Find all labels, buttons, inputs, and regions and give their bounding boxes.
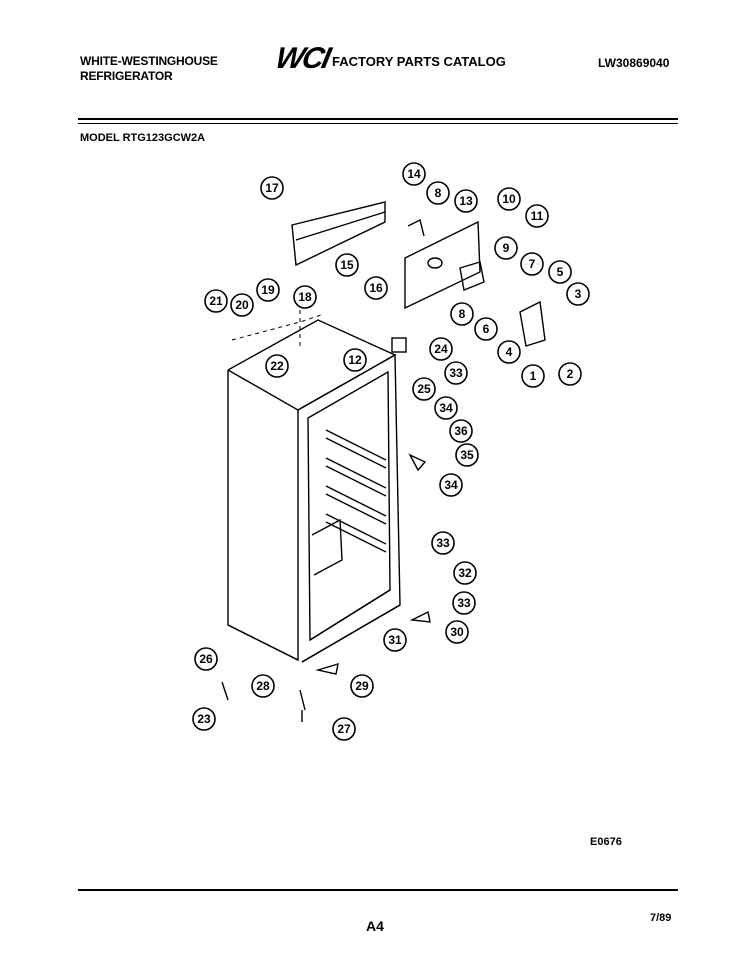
callout-number: 31	[388, 633, 402, 647]
callout-33	[432, 532, 454, 554]
callout-number: 10	[502, 192, 516, 206]
callout-10	[498, 188, 520, 210]
callout-16	[365, 277, 387, 299]
callout-18	[294, 286, 316, 308]
callout-number: 14	[407, 167, 421, 181]
callout-8	[451, 303, 473, 325]
callout-34	[435, 397, 457, 419]
callout-23	[193, 708, 215, 730]
callout-number: 33	[436, 536, 450, 550]
callout-9	[495, 237, 517, 259]
callout-number: 36	[454, 424, 468, 438]
callout-number: 2	[566, 367, 574, 381]
callout-number: 8	[458, 307, 466, 321]
product-type: REFRIGERATOR	[80, 69, 173, 83]
callout-number: 32	[458, 566, 472, 580]
callout-number: 34	[439, 401, 453, 415]
callout-number: 5	[556, 265, 564, 279]
callout-4	[498, 341, 520, 363]
callout-35	[456, 444, 478, 466]
callout-number: 20	[235, 298, 249, 312]
callout-number: 22	[270, 359, 284, 373]
callout-22	[266, 355, 288, 377]
callout-1	[522, 365, 544, 387]
callout-17	[261, 177, 283, 199]
callout-26	[195, 648, 217, 670]
callout-15	[336, 254, 358, 276]
callout-14	[403, 163, 425, 185]
callout-number: 35	[460, 448, 474, 462]
callout-number: 7	[528, 257, 536, 271]
callout-5	[549, 261, 571, 283]
callout-number: 8	[434, 186, 442, 200]
callout-31	[384, 629, 406, 651]
callout-2	[559, 363, 581, 385]
callout-3	[567, 283, 589, 305]
callout-12	[344, 349, 366, 371]
wci-logo: WCI	[272, 42, 332, 75]
callout-11	[526, 205, 548, 227]
part-callouts	[193, 163, 589, 740]
callout-number: 26	[199, 652, 213, 666]
callout-32	[454, 562, 476, 584]
callout-7	[521, 253, 543, 275]
callout-number: 19	[261, 283, 275, 297]
callout-number: 15	[340, 258, 354, 272]
callout-number: 21	[209, 294, 223, 308]
refrigerator-cabinet	[228, 320, 400, 662]
callout-19	[257, 279, 279, 301]
top-cover-panel	[292, 202, 385, 265]
callout-number: 24	[434, 342, 448, 356]
document-number: LW30869040	[598, 56, 670, 70]
catalog-title: FACTORY PARTS CATALOG	[332, 54, 506, 69]
callout-number: 25	[417, 382, 431, 396]
callout-34	[440, 474, 462, 496]
callout-29	[351, 675, 373, 697]
callout-36	[450, 420, 472, 442]
footer-rule	[78, 889, 678, 891]
callout-number: 28	[256, 679, 270, 693]
callout-13	[455, 190, 477, 212]
callout-number: 27	[337, 722, 351, 736]
callout-33	[445, 362, 467, 384]
callout-27	[333, 718, 355, 740]
callout-number: 11	[530, 209, 544, 223]
callout-number: 18	[298, 290, 312, 304]
page-number: A4	[366, 918, 384, 934]
callout-number: 16	[369, 281, 383, 295]
callout-6	[475, 318, 497, 340]
callout-number: 3	[574, 287, 582, 301]
callout-number: 13	[459, 194, 473, 208]
callout-21	[205, 290, 227, 312]
callout-number: 34	[444, 478, 458, 492]
brand-name: WHITE-WESTINGHOUSE	[80, 54, 218, 68]
callout-number: 9	[502, 241, 510, 255]
catalog-date: 7/89	[650, 912, 672, 924]
callout-30	[446, 621, 468, 643]
callout-20	[231, 294, 253, 316]
figure-code: E0676	[590, 836, 622, 848]
callout-number: 17	[265, 181, 279, 195]
callout-28	[252, 675, 274, 697]
callout-24	[430, 338, 452, 360]
callout-number: 1	[529, 369, 537, 383]
callout-number: 33	[457, 596, 471, 610]
callout-25	[413, 378, 435, 400]
callout-number: 30	[450, 625, 464, 639]
callout-number: 6	[482, 322, 490, 336]
callout-number: 12	[348, 353, 362, 367]
callout-number: 4	[505, 345, 513, 359]
callout-number: 29	[355, 679, 369, 693]
callout-8	[427, 182, 449, 204]
callout-number: 23	[197, 712, 211, 726]
callout-number: 33	[449, 366, 463, 380]
callout-33	[453, 592, 475, 614]
model-number: MODEL RTG123GCW2A	[80, 132, 206, 144]
